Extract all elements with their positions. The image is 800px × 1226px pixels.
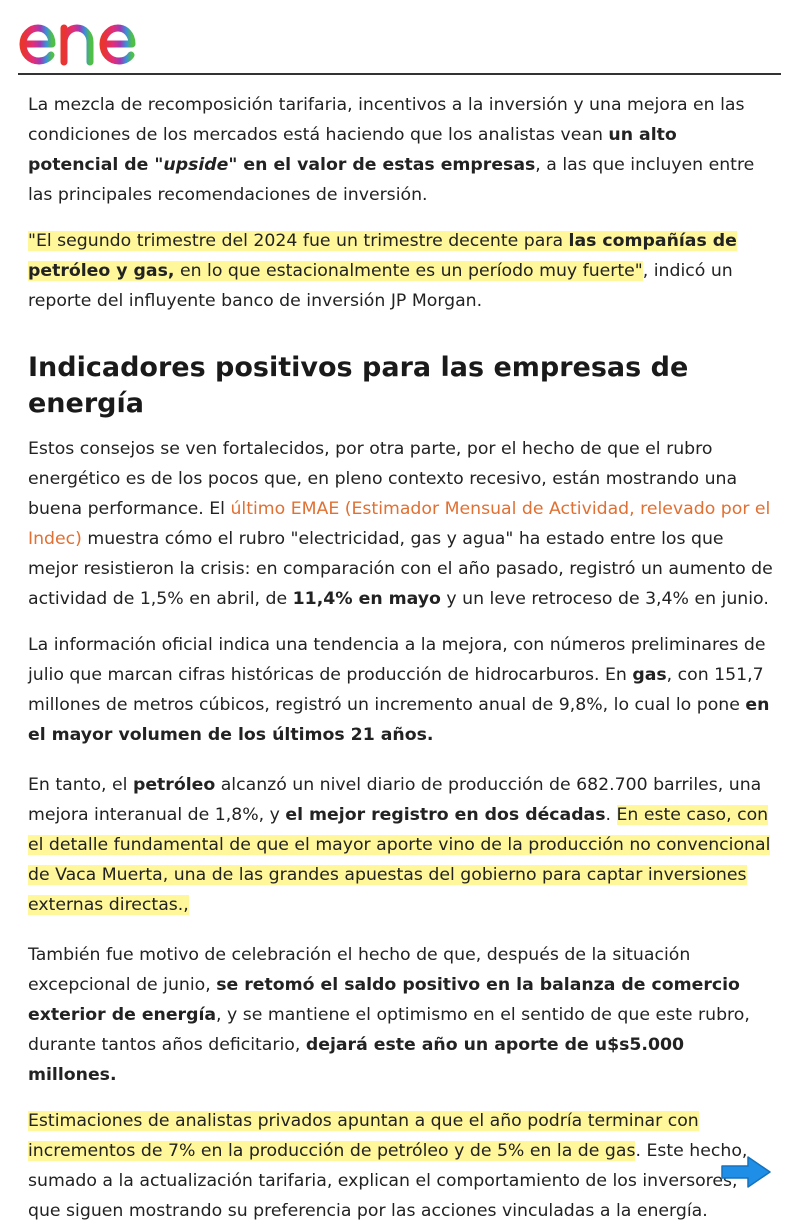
- paragraph: La información oficial indica una tendencia a la mejora, con números preliminares de julio que marcan cifras históricas de producción de hidrocarburos. En gas, con 151,7 millones de metros cúbicos, registró un incremento anual de 9,8%, lo cual lo pone en el mayor volumen de los últimos 21 años.: [28, 635, 770, 745]
- paragraph: En tanto, el petróleo alcanzó un nivel diario de producción de 682.700 barriles, una mejora interanual de 1,8%, y el mejor registro en dos décadas. En este caso, con el detalle fundamental de que el mayor aporte vino de la producción no convencional de Vaca Muerta, una de las grandes apuestas del gobierno para captar inversiones externas directas.,: [28, 775, 771, 915]
- paragraph: Estimaciones de analistas privados apuntan a que el año podría terminar con incrementos de 7% en la producción de petróleo y de 5% en la de gas. Este hecho, sumado a la actualización tarifaria, explican el comportamiento de los inversores, que siguen mostrando su preferencia por las acciones vinculadas a la energía.: [28, 1111, 748, 1221]
- paragraph: La mezcla de recomposición tarifaria, incentivos a la inversión y una mejora en las condiciones de los mercados está haciendo que los analistas vean un alto potencial de "upside" en el valor de estas empresas, a las que incluyen entre las principales recomendaciones de inversión.: [28, 95, 755, 205]
- arrow-right-icon[interactable]: [720, 1154, 772, 1190]
- section-heading: Indicadores positivos para las empresas de energía: [28, 352, 689, 419]
- quote-paragraph: "El segundo trimestre del 2024 fue un trimestre decente para las compañías de petróleo y gas, en lo que estacionalmente es un período muy fuerte", indicó un reporte del influyente banco de inversión JP Morgan.: [28, 231, 737, 311]
- emae-link[interactable]: último EMAE (Estimador Mensual de Actividad, relevado por el Indec): [28, 499, 771, 549]
- site-header: [18, 0, 781, 75]
- enel-logo[interactable]: [18, 6, 188, 70]
- article-body: [28, 90, 773, 1226]
- paragraph: Estos consejos se ven fortalecidos, por otra parte, por el hecho de que el rubro energético es de los pocos que, en pleno contexto recesivo, están mostrando una buena performance. El último EMAE (Estimador Mensual de Actividad, relevado por el Indec) muestra cómo el rubro "electricidad, gas y agua" ha estado entre los que mejor resistieron la crisis: en comparación con el año pasado, registró un aumento de actividad de 1,5% en abril, de 11,4% en mayo y un leve retroceso de 3,4% en junio.: [28, 439, 773, 609]
- paragraph: También fue motivo de celebración el hecho de que, después de la situación excepcional de junio, se retomó el saldo positivo en la balanza de comercio exterior de energía, y se mantiene el optimismo en el sentido de que este rubro, durante tantos años deficitario, dejará este año un aporte de u$s5.000 millones.: [28, 945, 750, 1085]
